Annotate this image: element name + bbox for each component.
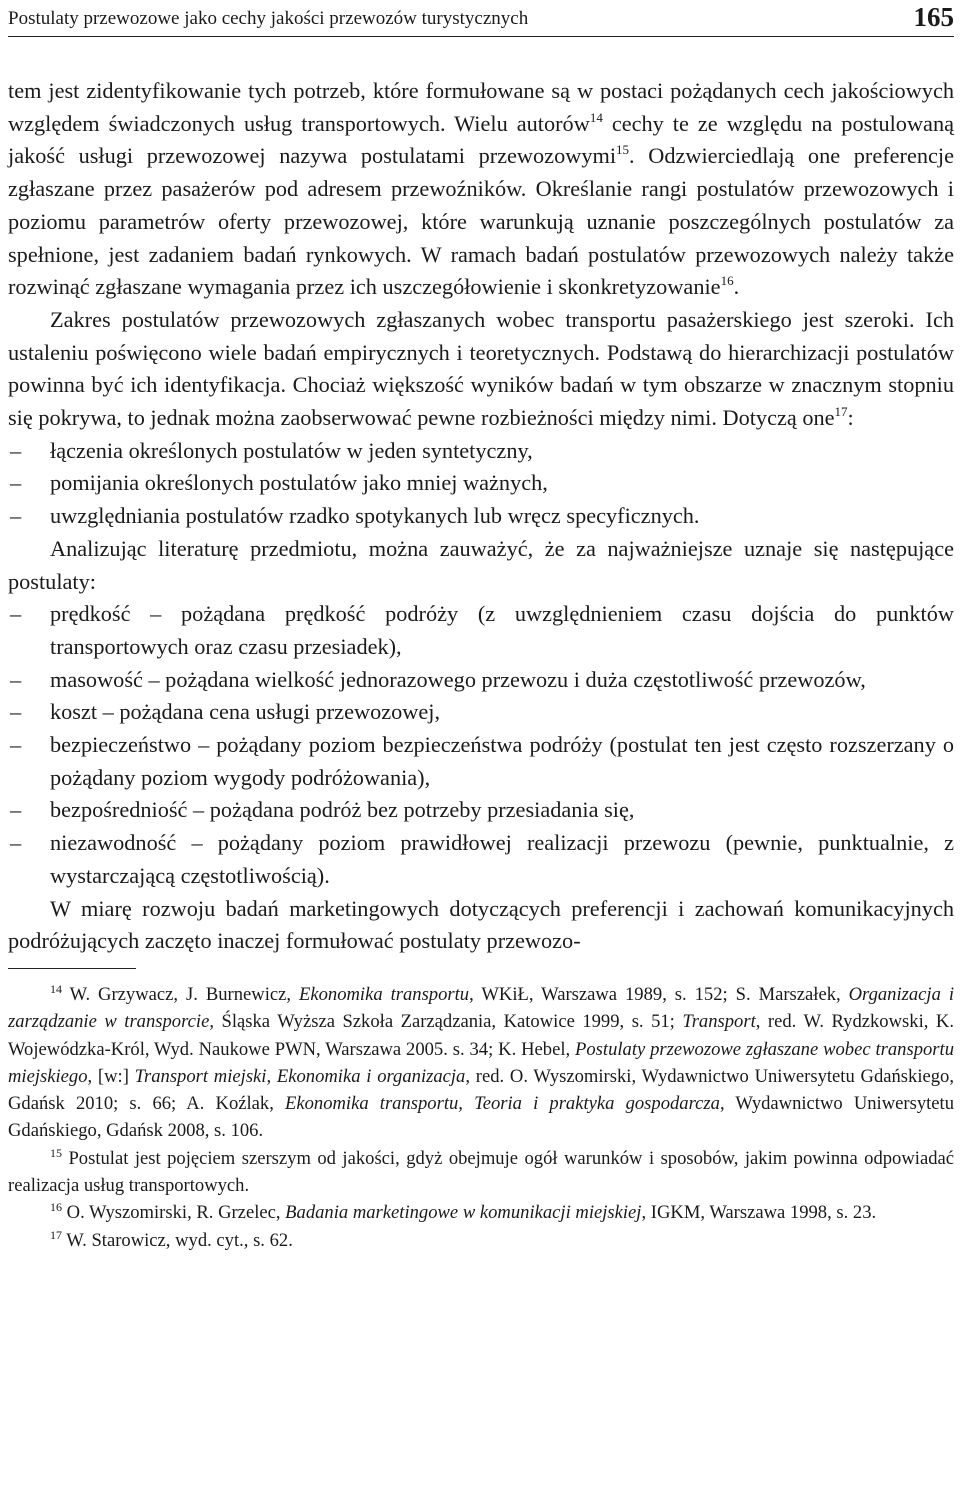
footnote-number: 16	[50, 1200, 62, 1215]
list-item: – uwzględniania postulatów rzadko spotykanych lub wręcz specyficznych.	[8, 500, 954, 533]
cited-title: Transport miejski, Ekonomika i organizacja	[134, 1065, 466, 1087]
text-run: , red. W. Rydzkowski, K. Wojewódzka-Król, Wyd. Naukowe PWN, Warszawa 2005. s. 34; K. Hebel,	[8, 1011, 954, 1060]
footnote-ref-17[interactable]: 17	[834, 404, 848, 420]
footnote-ref-14[interactable]: 14	[589, 109, 603, 125]
footnote-number: 17	[50, 1227, 62, 1242]
cited-title: Ekonomika transportu	[298, 983, 470, 1005]
footnote-14	[8, 981, 954, 1145]
cited-title: Transport	[682, 1011, 756, 1033]
paragraph-2	[8, 304, 954, 435]
cited-title: Badania marketingowe w komunikacji miejskiej	[285, 1202, 642, 1224]
list-item: – pomijania określonych postulatów jako mniej ważnych,	[8, 467, 954, 500]
footnote-16	[8, 1199, 954, 1226]
cited-title: Postulaty przewozowe zgłaszane wobec transportu miejskiego	[8, 1038, 954, 1087]
paragraph-4: W miarę rozwoju badań marketingowych dotyczących preferencji i zachowań komunikacyjnych podróżujących zaczęto inaczej formułować postulaty przewozo-	[8, 895, 954, 954]
text-run: tem jest zidentyfikowanie tych potrzeb, które formułowane są w postaci pożądanych cech jakościowych względem świadczonych usług transportowych. Wielu autorów	[8, 78, 954, 136]
text-run: , Śląska Wyższa Szkoła Zarządzania, Katowice 1999, s. 51;	[209, 1011, 683, 1033]
footnote-15	[8, 1145, 954, 1200]
list-item: – łączenia określonych postulatów w jeden syntetyczny,	[8, 435, 954, 468]
page-number: 165	[913, 2, 954, 32]
footnote-divider	[8, 968, 136, 969]
text-run: , WKiŁ, Warszawa 1989, s. 152; S. Marszałek,	[469, 983, 849, 1005]
footnote-ref-15[interactable]: 15	[616, 142, 630, 158]
document-page	[8, 0, 954, 1254]
text-run: . Odzwierciedlają one preferencje zgłaszane przez pasażerów pod adresem przewoźników. Określanie rangi postulatów przewozowych i poziomu parametrów oferty przewozowej, które warunkują uznanie poszczególnych postulatów za spełnione, jest zadaniem badań rynkowych. W ramach badań postulatów przewozowych należy także rozwinąć zgłaszane wymagania przez ich uszczegółowienie i skonkretyzowanie	[8, 143, 955, 300]
paragraph-1	[8, 75, 954, 304]
list-item: – koszt – pożądana cena usługi przewozowej,	[8, 696, 954, 729]
text-run: , [w:]	[87, 1065, 135, 1087]
paragraph-3: Analizując literaturę przedmiotu, można zauważyć, że za najważniejsze uznaje się następujące postulaty:	[8, 535, 954, 594]
cited-title: Ekonomika transportu, Teoria i praktyka gospodarcza	[285, 1093, 720, 1115]
body-text	[8, 75, 954, 958]
footnote-number: 14	[50, 981, 62, 996]
text-run: cechy te ze względu na postulowaną jakość usługi przewozowej nazywa postulatami przewozowymi	[8, 110, 955, 169]
footnotes	[8, 981, 954, 1254]
text-run: , IGKM, Warszawa 1998, s. 23.	[641, 1202, 877, 1224]
running-title: Postulaty przewozowe jako cechy jakości przewozów turystycznych	[8, 8, 529, 29]
text-run: , red. O. Wyszomirski, Wydawnictwo Uniwersytetu Gdańskiego, Gdańsk 2010; s. 66; A. Koźlak,	[8, 1065, 954, 1115]
differences-list	[8, 435, 954, 533]
list-item: – bezpieczeństwo – pożądany poziom bezpieczeństwa podróży (postulat ten jest często rozszerzany o pożądany poziom wygody podróżowania),	[8, 729, 954, 794]
list-item: – niezawodność – pożądany poziom prawidłowej realizacji przewozu (pewnie, punktualnie, z wystarczającą częstotliwością).	[8, 827, 954, 892]
footnote-number: 15	[50, 1145, 62, 1160]
list-item: – masowość – pożądana wielkość jednorazowego przewozu i duża częstotliwość przewozów,	[8, 664, 954, 697]
list-item: – bezpośredniość – pożądana podróż bez potrzeby przesiadania się,	[8, 794, 954, 827]
running-header	[8, 0, 954, 37]
text-run: Postulat jest pojęciem szerszym od jakości, gdyż obejmuje ogół warunków i sposobów, jakim powinna odpowiadać realizacja usług transportowych.	[8, 1147, 954, 1197]
list-item: – prędkość – pożądana prędkość podróży (z uwzględnieniem czasu dojścia do punktów transportowych oraz czasu przesiadek),	[8, 598, 954, 663]
text-run: , Wydawnictwo Uniwersytetu Gdańskiego, Gdańsk 2008, s. 106.	[8, 1093, 955, 1142]
cited-title: Organizacja i zarządzanie w transporcie	[8, 983, 955, 1033]
footnote-ref-16[interactable]: 16	[720, 273, 734, 289]
text-run: O. Wyszomirski, R. Grzelec,	[62, 1202, 286, 1224]
postulates-list	[8, 598, 954, 892]
text-run: .	[733, 274, 740, 300]
text-run: W. Grzywacz, J. Burnewicz,	[62, 983, 299, 1005]
footnote-17	[8, 1227, 954, 1254]
text-run: :	[847, 405, 854, 431]
text-run: Zakres postulatów przewozowych zgłaszanych wobec transportu pasażerskiego jest szeroki. Ich ustaleniu poświęcono wiele badań empirycznych i teoretycznych. Podstawą do hierarchizacji postulatów powinna być ich identyfikacja. Chociaż większość wyników badań w tym obszarze w znacznym stopniu się pokrywa, to jednak można zaobserwować pewne rozbieżności między nimi. Dotyczą one	[8, 306, 954, 431]
text-run: W. Starowicz, wyd. cyt., s. 62.	[62, 1229, 293, 1251]
